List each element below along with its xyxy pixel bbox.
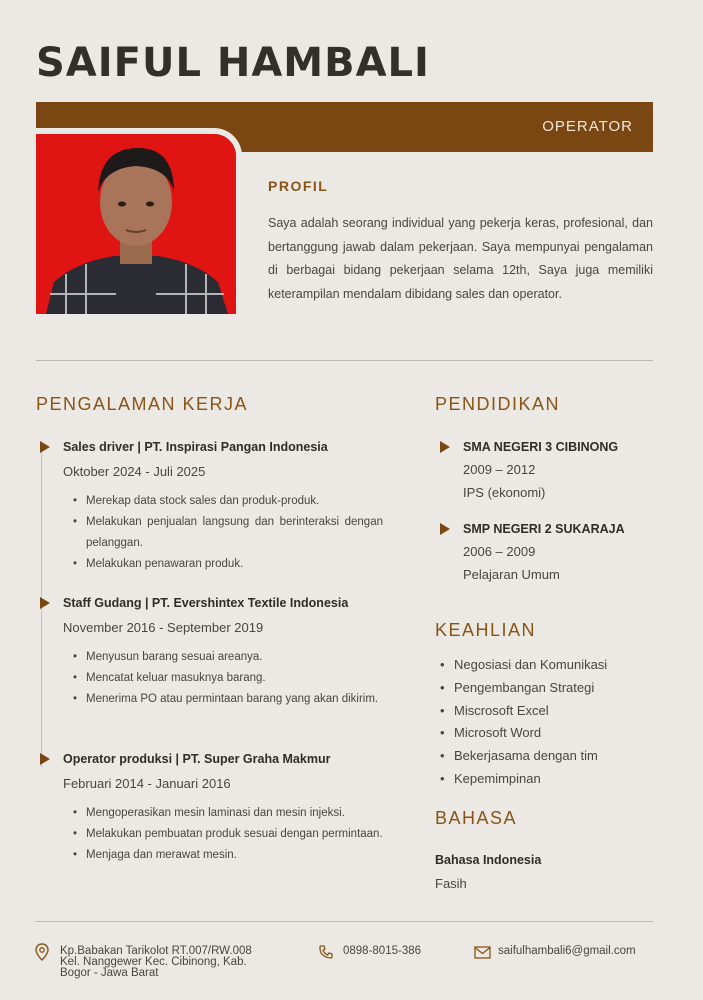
profile-heading: PROFIL xyxy=(268,178,329,194)
job-duty: • Melakukan penawaran produk. xyxy=(73,554,383,575)
school-name: SMP NEGERI 2 SUKARAJA xyxy=(463,522,625,536)
profile-text: Saya adalah seorang individual yang pekerja keras, profesional, dan bertanggung jawab dalam pekerjaan. Saya mempunyai pengalaman di berbagai bidang pekerjaan selama 12th, Saya juga memiliki keterampilan mendalam dibidang sales dan operator. xyxy=(268,216,653,301)
address-line: Kel. Nanggewer Kec. Cibinong, Kab. xyxy=(60,956,247,968)
school-major: IPS (ekonomi) xyxy=(463,485,546,500)
school-years: 2009 – 2012 xyxy=(463,462,536,477)
education-entry xyxy=(463,440,663,500)
job-duty: • Menerima PO atau permintaan barang yang akan dikirim. xyxy=(73,689,383,710)
school-name: SMA NEGERI 3 CIBINONG xyxy=(463,440,619,454)
skill-item: • Negosiasi dan Komunikasi xyxy=(440,654,607,677)
skill-item: • Kepemimpinan xyxy=(440,768,607,791)
phone-number[interactable]: 0898-8015-386 xyxy=(343,945,422,957)
address xyxy=(60,946,252,979)
school-years: 2006 – 2009 xyxy=(463,544,536,559)
job-duties xyxy=(73,647,383,710)
timeline-marker-icon xyxy=(40,753,50,765)
skill-item: • Microsoft Word xyxy=(440,722,607,745)
job-duty: • Melakukan penjualan langsung dan berinteraksi dengan pelanggan. xyxy=(73,512,383,554)
language-level: Fasih xyxy=(435,876,467,891)
education-entry xyxy=(463,522,663,582)
role-title: OPERATOR xyxy=(542,118,633,135)
job-entry xyxy=(63,440,383,575)
job-duty: • Menjaga dan merawat mesin. xyxy=(73,845,383,866)
job-period: Februari 2014 - Januari 2016 xyxy=(63,776,231,791)
education-heading: PENDIDIKAN xyxy=(435,394,561,414)
job-period: Oktober 2024 - Juli 2025 xyxy=(63,464,206,479)
skills-list xyxy=(440,654,607,791)
timeline-marker-icon xyxy=(40,441,50,453)
job-duties xyxy=(73,491,383,575)
experience-heading: PENGALAMAN KERJA xyxy=(36,394,249,414)
phone-icon xyxy=(318,944,334,965)
divider xyxy=(36,360,653,361)
job-duties xyxy=(73,803,383,866)
address-line: Kp.Babakan Tarikolot RT.007/RW.008 xyxy=(60,945,252,957)
divider xyxy=(36,921,653,922)
job-heading: Operator produksi | PT. Super Graha Makmur xyxy=(63,752,331,766)
skill-item: • Pengembangan Strategi xyxy=(440,677,607,700)
profile-photo xyxy=(36,134,236,314)
job-heading: Sales driver | PT. Inspirasi Pangan Indonesia xyxy=(63,440,328,454)
job-duty: • Merekap data stock sales dan produk-produk. xyxy=(73,491,383,512)
skill-item: • Miscrosoft Excel xyxy=(440,700,607,723)
job-entry xyxy=(63,596,383,710)
job-duty: • Mencatat keluar masuknya barang. xyxy=(73,668,383,689)
job-duty: • Melakukan pembuatan produk sesuai dengan permintaan. xyxy=(73,824,383,845)
job-heading: Staff Gudang | PT. Evershintex Textile Indonesia xyxy=(63,596,349,610)
skills-heading: KEAHLIAN xyxy=(435,620,537,640)
timeline-marker-icon xyxy=(440,523,450,535)
job-duty: • Mengoperasikan mesin laminasi dan mesin injeksi. xyxy=(73,803,383,824)
address-line: Bogor - Jawa Barat xyxy=(60,967,159,979)
timeline-marker-icon xyxy=(440,441,450,453)
job-period: November 2016 - September 2019 xyxy=(63,620,264,635)
timeline-marker-icon xyxy=(40,597,50,609)
candidate-name: SAIFUL HAMBALI xyxy=(36,40,430,86)
location-pin-icon xyxy=(34,943,50,966)
language-heading: BAHASA xyxy=(435,808,518,828)
skill-item: • Bekerjasama dengan tim xyxy=(440,745,607,768)
school-major: Pelajaran Umum xyxy=(463,567,560,582)
job-entry xyxy=(63,752,383,866)
envelope-icon xyxy=(474,946,491,964)
email-address[interactable]: saifulhambali6@gmail.com xyxy=(498,945,636,957)
language-name: Bahasa Indonesia xyxy=(435,853,542,867)
job-duty: • Menyusun barang sesuai areanya. xyxy=(73,647,383,668)
